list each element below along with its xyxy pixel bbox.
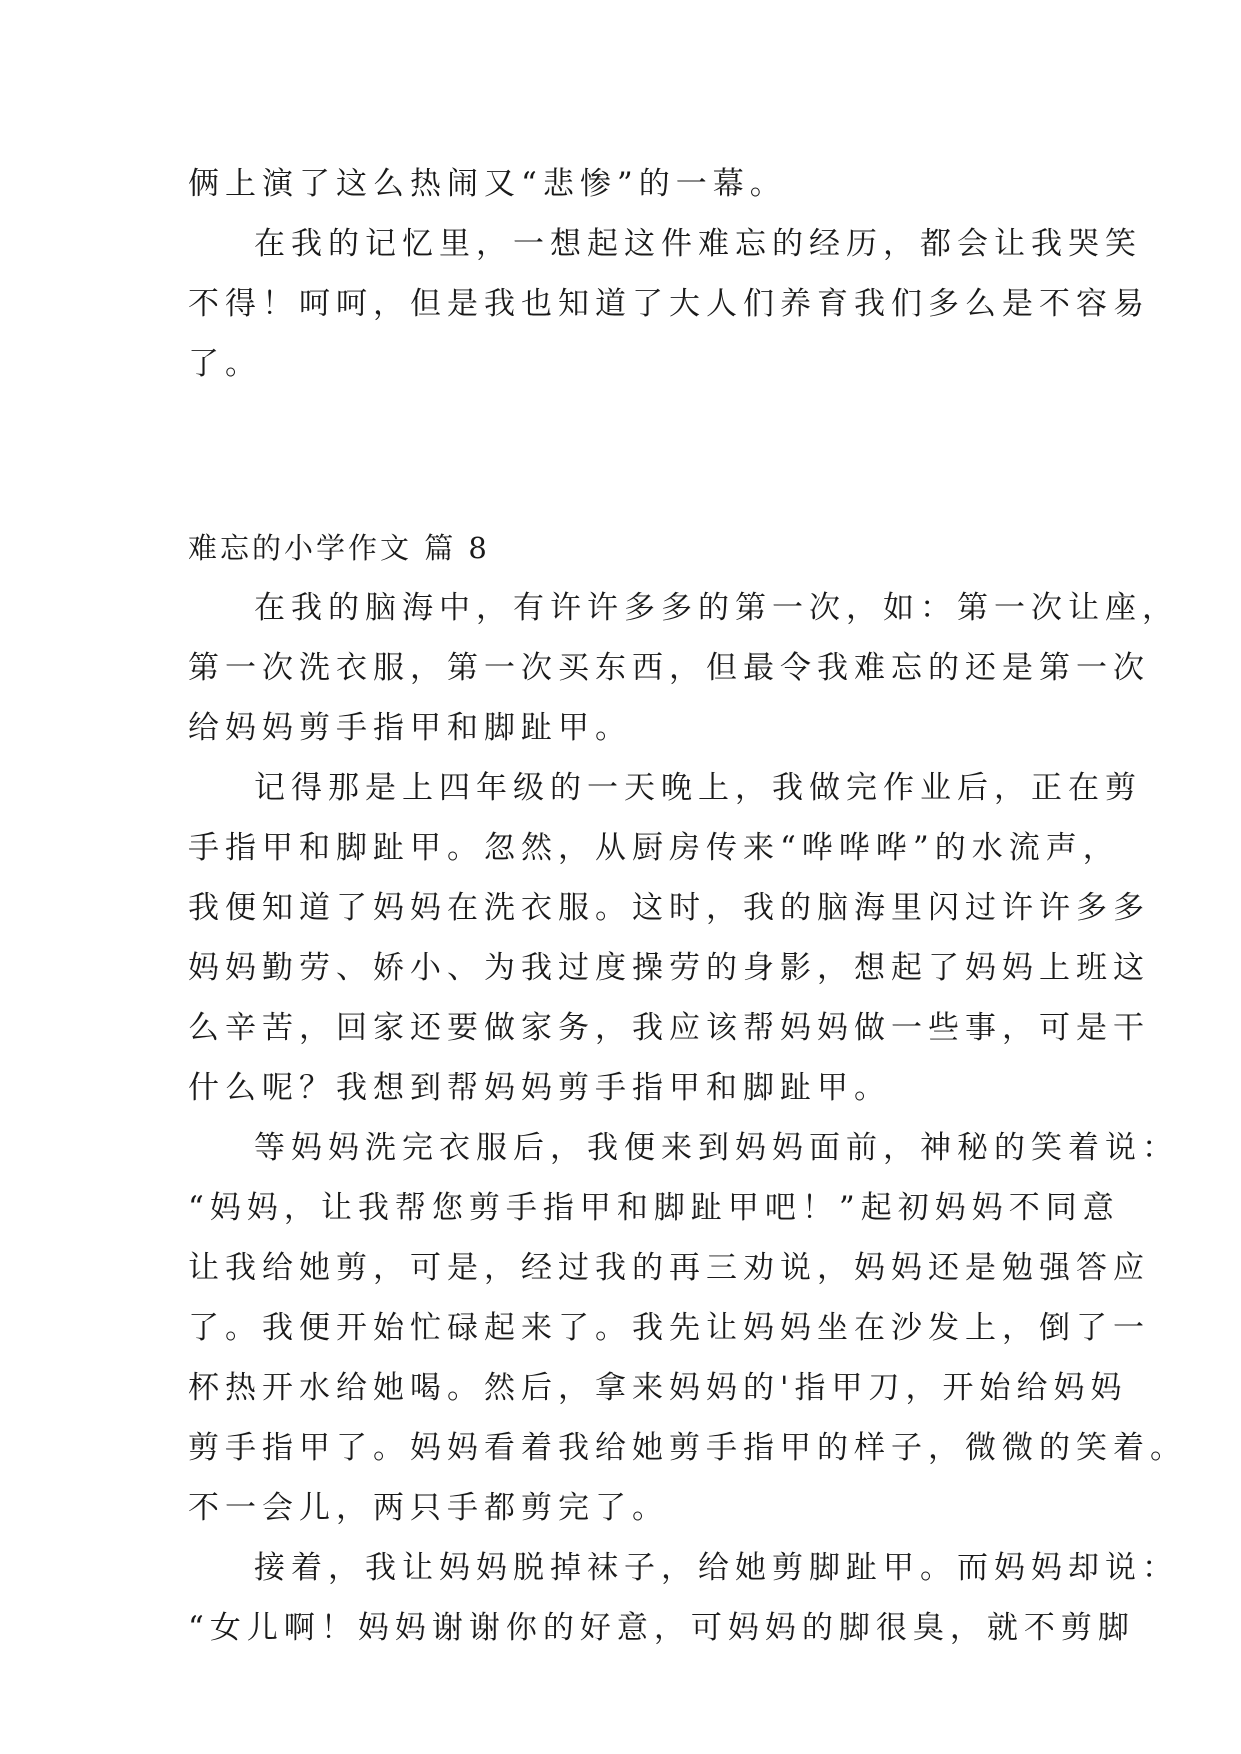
text-line: 剪手指甲了。妈妈看着我给她剪手指甲的样子，微微的笑着。 — [188, 1430, 1187, 1466]
text-line: 我便知道了妈妈在洗衣服。这时，我的脑海里闪过许许多多 — [188, 890, 1150, 926]
text-line: 给妈妈剪手指甲和脚趾甲。 — [188, 710, 632, 746]
text-line: 了。 — [188, 346, 262, 382]
paragraph-start-line: 接着，我让妈妈脱掉袜子，给她剪脚趾甲。而妈妈却说： — [254, 1550, 1179, 1586]
text-line: 杯热开水给她喝。然后，拿来妈妈的'指甲刀，开始给妈妈 — [188, 1370, 1128, 1406]
text-line: 么辛苦，回家还要做家务，我应该帮妈妈做一些事，可是干 — [188, 1010, 1150, 1046]
text-line: “妈妈，让我帮您剪手指甲和脚趾甲吧！”起初妈妈不同意 — [188, 1190, 1120, 1226]
text-line: 第一次洗衣服，第一次买东西，但最令我难忘的还是第一次 — [188, 650, 1150, 686]
text-line: 俩上演了这么热闹又“悲惨”的一幕。 — [188, 166, 787, 202]
text-line: 不一会儿，两只手都剪完了。 — [188, 1490, 669, 1526]
text-line: 什么呢？我想到帮妈妈剪手指甲和脚趾甲。 — [188, 1070, 891, 1106]
text-line: 让我给她剪，可是，经过我的再三劝说，妈妈还是勉强答应 — [188, 1250, 1150, 1286]
paragraph-start-line: 等妈妈洗完衣服后，我便来到妈妈面前，神秘的笑着说： — [254, 1130, 1179, 1166]
paragraph-start-line: 在我的脑海中，有许许多多的第一次，如：第一次让座， — [254, 590, 1179, 626]
document-page — [188, 154, 1187, 1658]
paragraph-start-line: 记得那是上四年级的一天晚上，我做完作业后，正在剪 — [254, 770, 1142, 806]
text-line: “女儿啊！妈妈谢谢你的好意，可妈妈的脚很臭，就不剪脚 — [188, 1610, 1135, 1646]
paragraph-start-line: 在我的记忆里，一想起这件难忘的经历，都会让我哭笑 — [254, 226, 1142, 262]
section-spacer — [188, 394, 1058, 518]
text-line: 不得！呵呵，但是我也知道了大人们养育我们多么是不容易 — [188, 286, 1150, 322]
text-line: 妈妈勤劳、娇小、为我过度操劳的身影，想起了妈妈上班这 — [188, 950, 1150, 986]
text-line: 手指甲和脚趾甲。忽然，从厨房传来“哗哗哗”的水流声， — [188, 830, 1120, 866]
section-heading: 难忘的小学作文 篇 8 — [188, 531, 490, 565]
text-line: 了。我便开始忙碌起来了。我先让妈妈坐在沙发上，倒了一 — [188, 1310, 1150, 1346]
